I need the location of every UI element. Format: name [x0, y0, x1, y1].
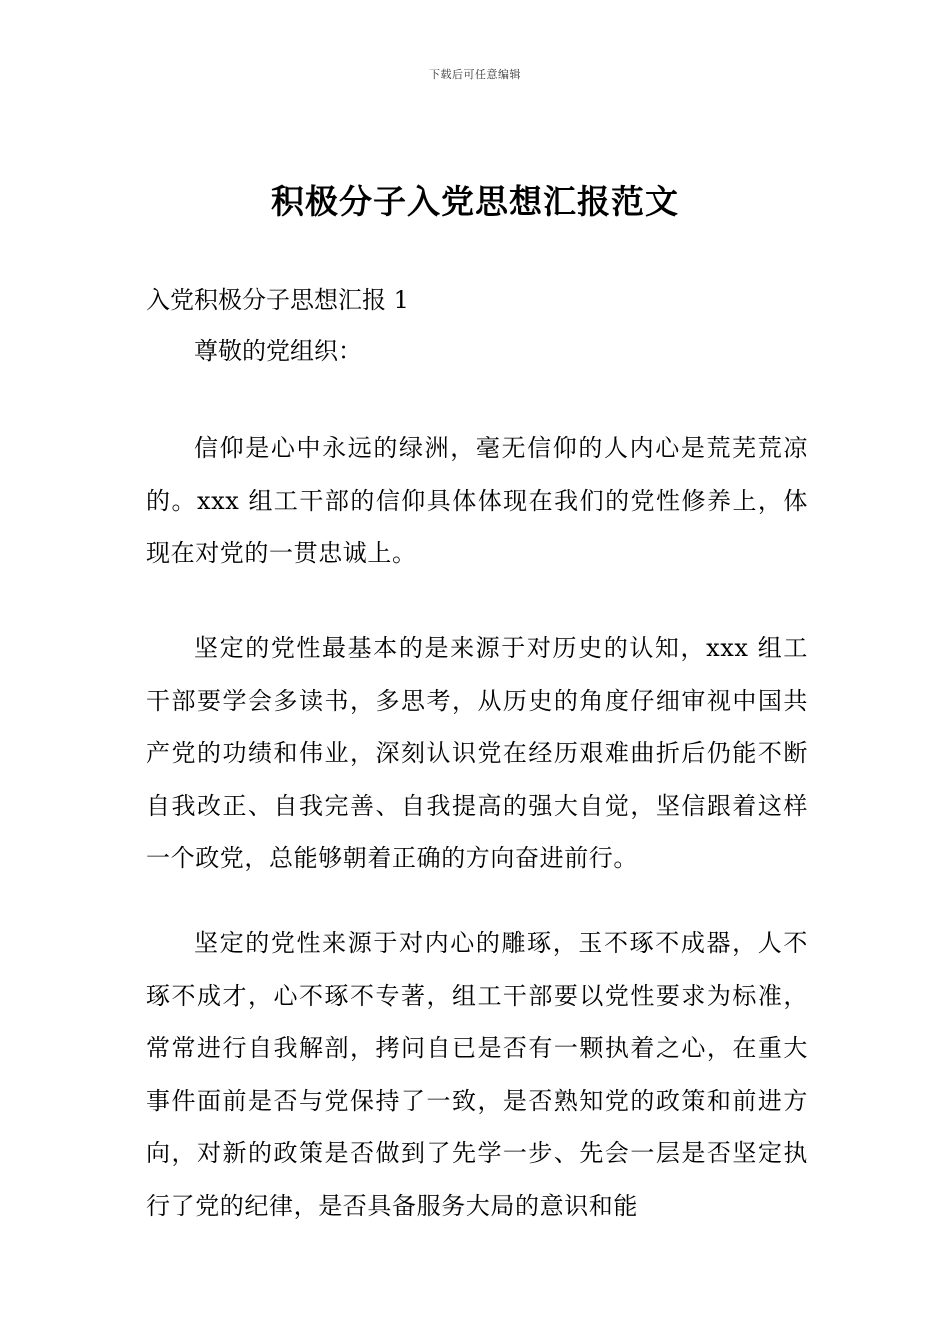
paragraph-2: 坚定的党性最基本的是来源于对历史的认知，xxx 组工干部要学会多读书，多思考，从历史的角度仔细审视中国共产党的功绩和伟业，深刻认识党在经历艰难曲折后仍能不断自我改正、自我完善、自我提高的强大自觉，坚信跟着这样一个政党，总能够朝着正确的方向奋进前行。 [146, 634, 808, 872]
section-heading: 入党积极分子思想汇报 1 [146, 286, 409, 314]
header-note: 下载后可任意编辑 [429, 68, 521, 81]
paragraph-3: 坚定的党性来源于对内心的雕琢，玉不琢不成器，人不琢不成才，心不琢不专著，组工干部要以党性要求为标准，常常进行自我解剖，拷问自已是否有一颗执着之心，在重大事件面前是否与党保持了一致，是否熟知党的政策和前进方向，对新的政策是否做到了先学一步、先会一层是否坚定执行了党的纪律，是否具备服务大局的意识和能 [146, 929, 808, 1220]
paragraph-1: 信仰是心中永远的绿洲，毫无信仰的人内心是荒芜荒凉的。xxx 组工干部的信仰具体体现在我们的党性修养上，体现在对党的一贯忠诚上。 [146, 434, 808, 567]
page-title: 积极分子入党思想汇报范文 [271, 182, 679, 221]
salutation: 尊敬的党组织： [194, 337, 362, 365]
